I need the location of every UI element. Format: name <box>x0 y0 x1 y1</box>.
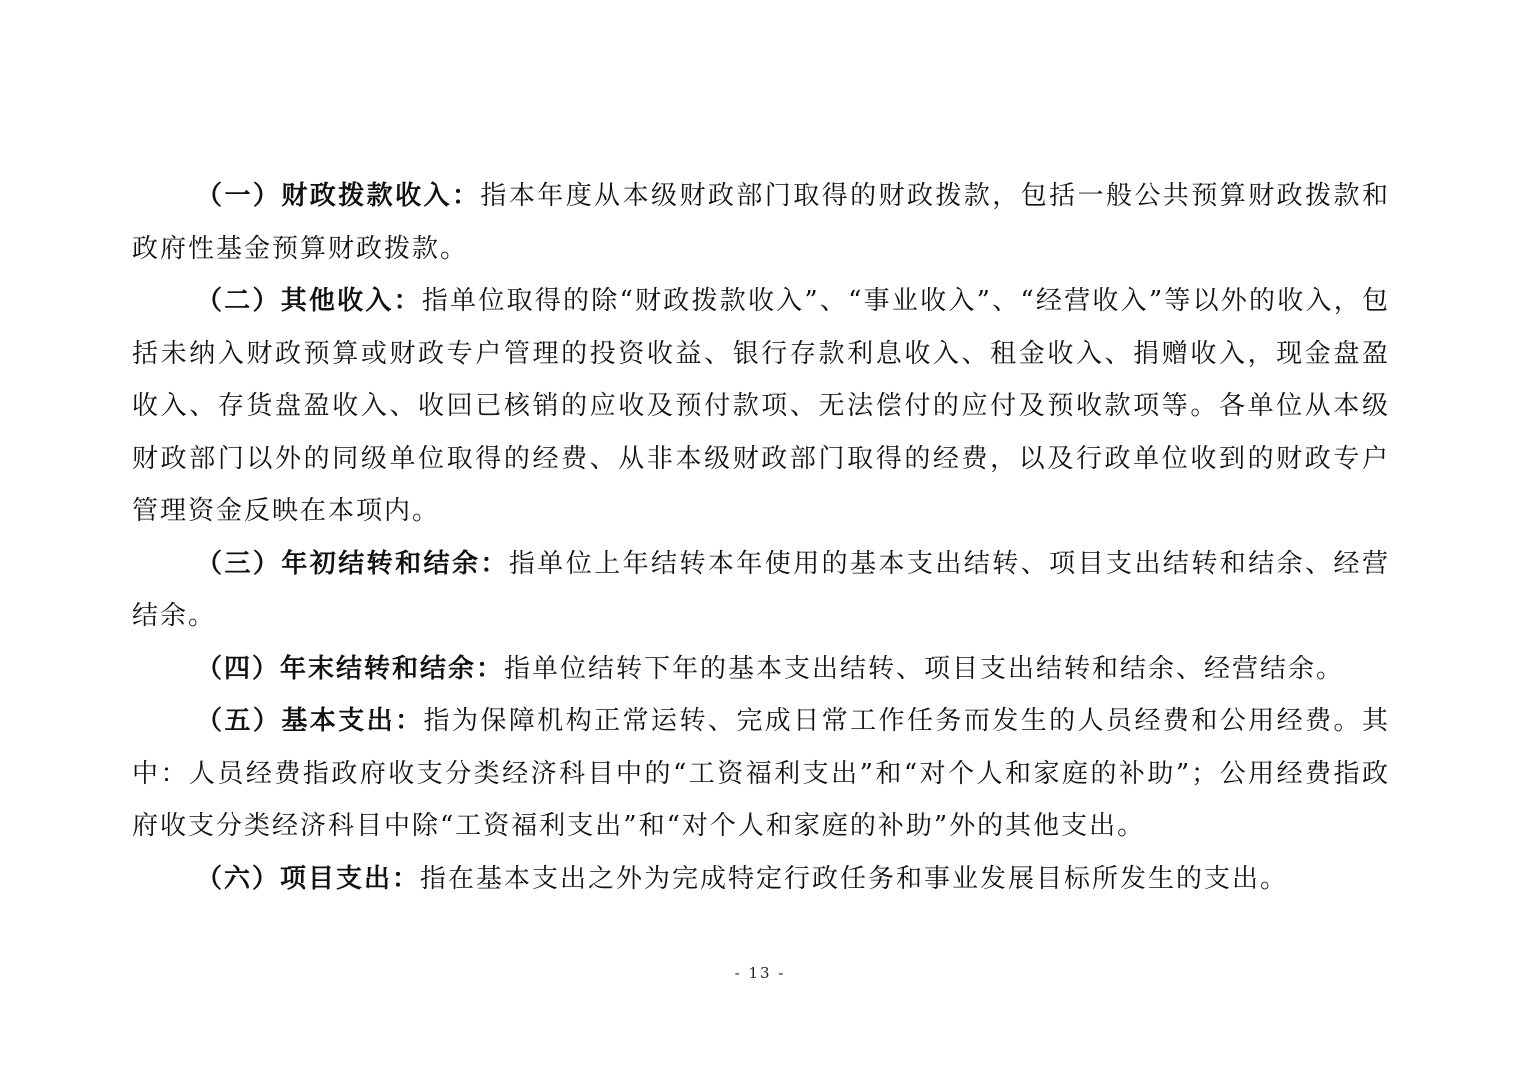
paragraph-basic-expenditure <box>132 695 1390 853</box>
term-label: （六）项目支出： <box>196 863 421 894</box>
term-label: （三）年初结转和结余： <box>196 548 509 579</box>
term-definition: 指单位结转下年的基本支出结转、项目支出结转和结余、经营结余。 <box>504 653 1345 684</box>
term-definition: 指为保障机构正常运转、完成日常工作任务而发生的人员经费和公用经费。其中：人员经费指政府收支分类经济科目中的“工资福利支出”和“对个人和家庭的补助”；公用经费指政府收支分类经济科目中除“工资福利支出”和“对个人和家庭的补助”外的其他支出。 <box>132 706 1390 841</box>
term-definition: 指单位上年结转本年使用的基本支出结转、项目支出结转和结余、经营结余。 <box>132 548 1390 631</box>
paragraph-closing-carryover <box>132 643 1390 696</box>
term-definition: 指在基本支出之外为完成特定行政任务和事业发展目标所发生的支出。 <box>420 863 1289 894</box>
term-label: （一）财政拨款收入： <box>196 181 481 211</box>
page-number: - 13 - <box>734 964 786 982</box>
paragraph-fiscal-appropriation-income <box>132 170 1390 275</box>
paragraph-other-income <box>132 275 1390 538</box>
term-label: （五）基本支出： <box>196 706 424 736</box>
term-definition: 指单位取得的除“财政拨款收入”、“事业收入”、“经营收入”等以外的收入，包括未纳入财政预算或财政专户管理的投资收益、银行存款利息收入、租金收入、捐赠收入，现金盘盈收入、存货盘盈收入、收回已核销的应收及预付款项、无法偿付的应付及预收款项等。各单位从本级财政部门以外的同级单位取得的经费、从非本级财政部门取得的经费，以及行政单位收到的财政专户管理资金反映在本项内。 <box>132 286 1390 526</box>
term-label: （四）年末结转和结余： <box>196 653 505 684</box>
term-definition: 指本年度从本级财政部门取得的财政拨款，包括一般公共预算财政拨款和政府性基金预算财政拨款。 <box>132 181 1390 264</box>
paragraph-opening-carryover <box>132 538 1390 643</box>
term-label: （二）其他收入： <box>196 286 422 316</box>
document-body <box>132 170 1390 905</box>
paragraph-project-expenditure <box>132 853 1390 906</box>
